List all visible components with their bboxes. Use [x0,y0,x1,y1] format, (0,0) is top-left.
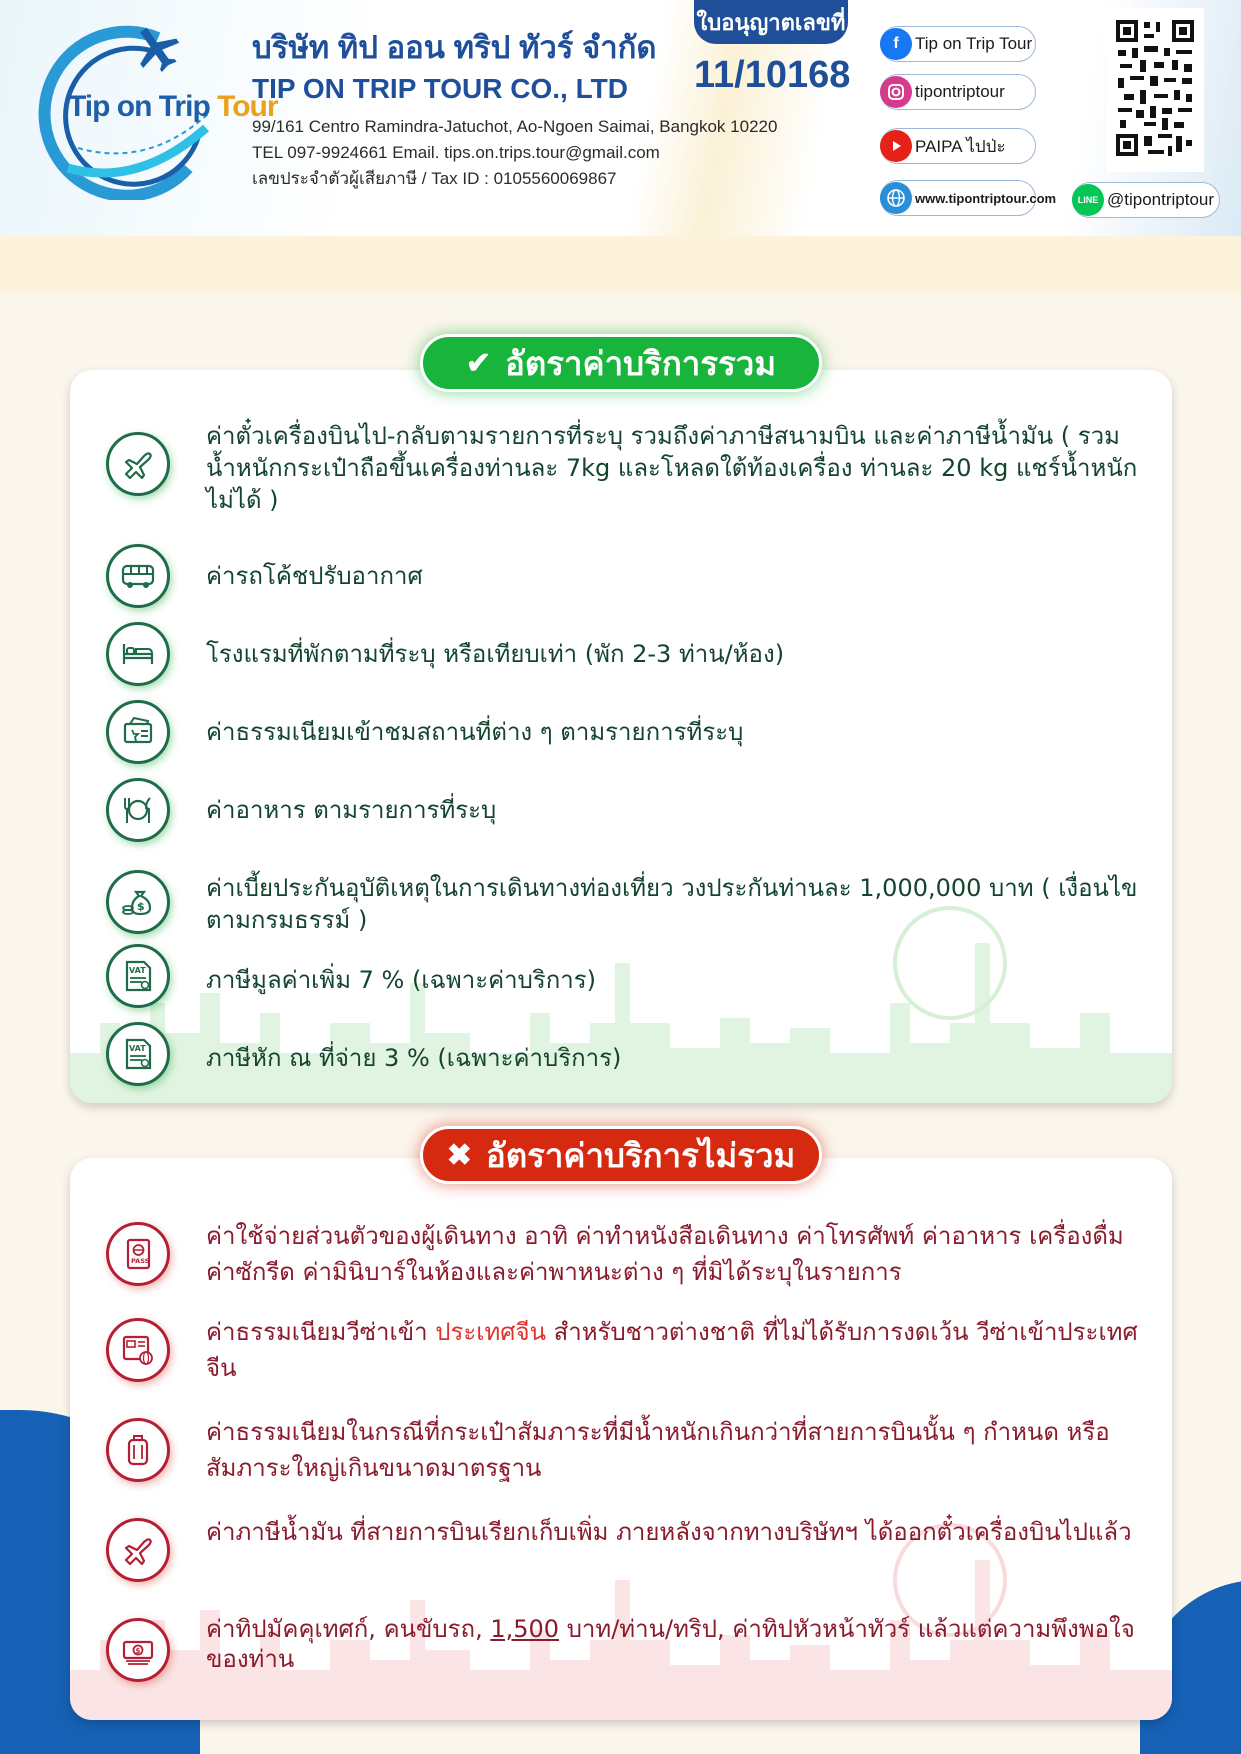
social-website[interactable] [880,180,1057,216]
svg-text:VAT: VAT [129,966,146,975]
excluded-item-text: ค่าใช้จ่ายส่วนตัวของผู้เดินทาง อาทิ ค่าทำหนังสือเดินทาง ค่าโทรศัพท์ ค่าอาหาร เครื่องดื่ม ค่าซักรีด ค่ามินิบาร์ในห้องและค่าพาหนะต่าง ๆ ที่มิได้ระบุในรายการ [206,1222,1124,1286]
youtube-channel: PAIPA ไปป่ะ [880,128,1036,164]
svg-text:VAT: VAT [129,1044,146,1053]
included-item-text: ภาษีหัก ณ ที่จ่าย 3 % (เฉพาะค่าบริการ) [206,1044,622,1072]
company-name-english: TIP ON TRIP TOUR CO., LTD [252,73,628,104]
youtube-icon [880,130,912,162]
passport-icon [106,1222,170,1286]
instagram-handle: tipontriptour [880,74,1036,110]
airplane-icon [106,432,170,496]
facebook-icon: f [880,28,912,60]
vat-document-icon [106,1022,170,1086]
company-address: 99/161 Centro Ramindra-Jatuchot, Ao-Ngoen Saimai, Bangkok 10220 [252,117,778,136]
line-icon: LINE [1072,184,1104,216]
company-name-thai: บริษัท ทิป ออน ทริป ทัวร์ จำกัด [252,30,657,65]
visa-icon [106,1318,170,1382]
logo-wordmark: Tip on Trip Tour [68,90,278,123]
included-title: อัตราค่าบริการรวม [505,344,777,382]
airplane-icon [106,1518,170,1582]
excluded-item-text: ค่าทิปมัคคุเทศก์, คนขับรถ, 1,500 บาท/ท่าน/ทริป, ค่าทิปหัวหน้าทัวร์ แล้วแต่ความพึงพอใจของท่าน [206,1615,1135,1673]
svg-text:PASS: PASS [131,1257,150,1265]
bed-icon [106,622,170,686]
included-item-text: ค่าตั๋วเครื่องบินไป-กลับตามรายการที่ระบุ รวมถึงค่าภาษีสนามบิน และค่าภาษีน้ำมัน ( รวมน้ำหนักกระเป๋าถือขึ้นเครื่องท่านละ 7kg และโหลดใต้ท้องเครื่อง ท่านละ 20 kg แชร์น้ำหนักไม่ได้ ) [206,422,1138,514]
excluded-title-badge [420,1126,822,1184]
excluded-title: อัตราค่าบริการไม่รวม [485,1136,796,1174]
header-band [0,236,1241,294]
social-facebook[interactable] [880,26,1036,62]
vat-document-icon [106,944,170,1008]
utensils-icon [106,778,170,842]
instagram-icon [880,76,912,108]
facebook-handle: Tip on Trip Tour [880,26,1036,62]
globe-icon [880,182,912,214]
included-item-text: ค่าธรรมเนียมเข้าชมสถานที่ต่าง ๆ ตามรายการที่ระบุ [206,718,744,746]
highlight-country: ประเทศจีน [435,1318,546,1346]
social-instagram[interactable] [880,74,1036,110]
excluded-panel [70,1158,1172,1720]
included-item-text: ค่าเบี้ยประกันอุบัติเหตุในการเดินทางท่องเที่ยว วงประกันท่านละ 1,000,000 บาท ( เงื่อนไขตามกรมธรรม์ ) [206,874,1138,934]
svg-text:$: $ [137,900,145,913]
social-line[interactable] [1072,182,1220,218]
included-item-text: ค่ารถโค้ชปรับอากาศ [206,562,423,590]
included-title-badge [420,334,822,392]
cash-icon [106,1618,170,1682]
money-bag-icon [106,870,170,934]
included-panel [70,370,1172,1103]
social-youtube[interactable] [880,128,1036,164]
ticket-icon [106,700,170,764]
included-item-text: โรงแรมที่พักตามที่ระบุ หรือเทียบเท่า (พัก 2-3 ท่าน/ห้อง) [206,640,785,668]
qr-code-image [1114,18,1196,160]
close-icon: ✖ [446,1138,472,1172]
license-number: 11/10168 [694,54,851,96]
qr-code[interactable] [1106,8,1204,172]
company-logo [38,18,278,200]
excluded-item-text: ค่าธรรมเนียมในกรณีที่กระเป๋าสัมภาระที่มีน้ำหนักเกินกว่าที่สายการบินนั้น ๆ กำหนด หรือสัมภาระใหญ่เกินขนาดมาตรฐาน [206,1418,1110,1482]
letterhead-header [0,0,1241,236]
license-label: ใบอนุญาตเลขที่ [694,0,848,44]
bus-icon [106,544,170,608]
luggage-icon [106,1418,170,1482]
excluded-item-text: ค่าภาษีน้ำมัน ที่สายการบินเรียกเก็บเพิ่ม ภายหลังจากทางบริษัทฯ ได้ออกตั๋วเครื่องบินไปแล้ว [206,1518,1132,1546]
included-item-text: ค่าอาหาร ตามรายการที่ระบุ [206,796,497,824]
company-contact: TEL 097-9924661 Email. tips.on.trips.tour@gmail.com [252,143,660,162]
tip-amount: 1,500 [490,1615,560,1643]
included-item-text: ภาษีมูลค่าเพิ่ม 7 % (เฉพาะค่าบริการ) [206,966,596,994]
svg-text:$: $ [135,1647,141,1655]
excluded-item-text: ค่าธรรมเนียมวีซ่าเข้า ประเทศจีน สำหรับชาวต่างชาติ ที่ไม่ได้รับการงดเว้น วีซ่าเข้าประเทศจีน [206,1318,1138,1382]
website-url: www.tipontriptour.com [880,180,1036,216]
checkmark-icon: ✔ [465,346,492,380]
line-handle: @tipontriptour [1072,182,1220,218]
company-tax-id: เลขประจำตัวผู้เสียภาษี / Tax ID : 0105560069867 [252,169,617,188]
